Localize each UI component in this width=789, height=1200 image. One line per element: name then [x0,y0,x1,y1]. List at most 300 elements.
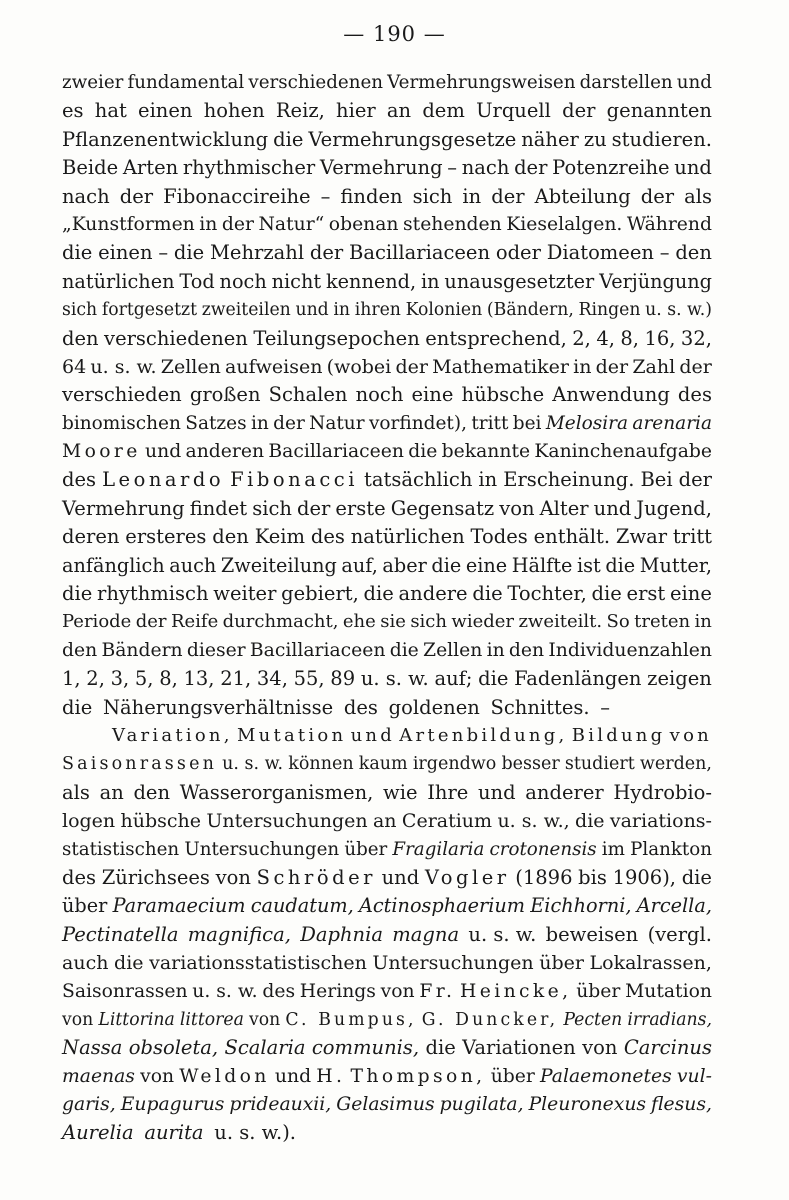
word: Arcella, [636,894,712,918]
text-line [62,466,712,494]
word: anderen [185,441,265,463]
word: des [62,468,97,492]
word: erst [626,582,666,606]
word: hübsche [461,383,545,407]
word: über [576,980,621,1002]
word: Schalen [268,383,348,407]
word: die [408,441,438,463]
word: Hydrobio- [613,780,712,804]
word: weiter [213,582,277,606]
word: verschiedenen [248,72,384,93]
word: des [677,383,712,407]
word: ist [576,553,601,577]
word: treten [634,611,691,633]
word: sich [62,300,98,321]
word: einen [138,99,193,123]
word: von [215,865,251,889]
word: der [296,496,331,520]
word: nach [461,156,510,180]
word: Vermehrung [319,156,443,180]
word: wieder [451,611,515,633]
word: an [372,810,397,833]
word: Tod [179,269,215,293]
word: Variation, [112,724,233,746]
text-line [62,183,712,211]
word: in [573,355,592,378]
word: gebiert, [281,582,359,606]
word: Satzes [185,412,247,434]
word: irradians, [627,1009,712,1030]
word: hier [336,99,376,123]
word: „Kunstformen [62,213,195,235]
word: Keim [254,525,306,549]
word: magnifica, [187,922,291,946]
word: flesus, [651,1094,712,1116]
word: Individuenzahlen [548,639,712,661]
word: (Bändern, [486,300,574,321]
word: Artenbildung, [399,724,568,746]
word: (vergl. [647,922,712,946]
word: Natur [309,412,365,434]
word: Gelasimus [336,1094,435,1116]
word: über [62,894,108,918]
word: Fibonaccireihe [163,184,311,208]
word: einen [98,241,153,265]
word: die [62,582,93,606]
word: Fibonacci [230,468,358,492]
word: Mutation [625,980,712,1002]
word: von [249,1009,281,1030]
word: C. Bumpus, [285,1009,417,1030]
word: findet [189,496,248,520]
word: der [395,355,428,378]
word: ehe [342,611,376,633]
word: auf; [434,667,473,691]
word: zweiteilt. [518,611,603,633]
word: u. s. w. [192,980,258,1002]
word: Schnittes. [490,695,590,719]
word: Periode [62,611,132,633]
word: 2, [86,667,105,691]
text-line [62,978,712,1006]
word: Actinosphaerium [358,894,526,918]
word: 2, [572,326,591,350]
word: G. Duncker, [421,1009,559,1030]
word: die [425,1036,456,1060]
word: Nassa [62,1036,123,1060]
word: wie [383,780,418,804]
word: des [62,865,97,889]
word: maenas [62,1065,135,1087]
text-line [62,1006,712,1034]
word: Kaninchenaufgabe [534,441,712,463]
word: tatsächlich [364,468,473,492]
word: Zürichsees [101,865,210,889]
text-line [62,268,712,296]
word: des [262,980,296,1002]
word: Carcinus [623,1036,712,1060]
word: So [606,611,630,633]
word: Untersuchungen [184,838,340,860]
word: – [447,156,458,180]
text-line [62,239,712,267]
word: von [62,1009,94,1030]
word: enthält. [533,525,611,549]
word: Ringen [578,300,641,321]
word: Bacillariaceen [349,241,491,265]
word: Fr. [419,980,456,1002]
word: die [363,582,394,606]
word: Mehrzahl [209,241,305,265]
word: aber [382,553,427,577]
word: arenaria [632,412,712,434]
text-line [62,410,712,438]
word: goldenen [388,695,480,719]
word: und [274,1065,312,1087]
text-line [62,750,712,778]
word: 16, [644,326,676,350]
word: – [320,184,331,208]
word: und [350,724,396,746]
word: Ihre [427,780,469,804]
word: Melosira [545,412,629,434]
word: die [431,553,462,577]
word: die [173,241,205,265]
word: der [221,213,254,235]
word: u. s. w., [497,810,570,833]
word: besser [501,754,560,775]
word: Zellen [160,355,221,378]
word: Abteilung [534,184,631,208]
word: andere [398,582,468,606]
word: Todes [470,525,528,549]
word: – [158,241,169,265]
word: Urquell [476,99,551,123]
word: an [99,780,124,804]
paragraph [62,69,712,722]
word: Pectinatella [62,922,179,946]
word: bis [578,865,607,889]
word: garis, [62,1094,116,1116]
word: studiert [564,754,635,775]
word: (wobei [326,355,392,378]
word: der [679,355,712,378]
word: hat [94,99,127,123]
word: dieser [186,639,246,661]
word: nicht [271,269,322,293]
word: Ceratium [401,810,493,833]
word: den [508,639,545,661]
word: oder [495,241,541,265]
word: obenan [328,213,399,235]
word: Pecten [563,1009,623,1030]
word: Saisonrassen [62,980,188,1002]
word: Erscheinung. [503,468,635,492]
word: Aurelia [62,1121,134,1145]
word: auch [169,553,217,577]
word: u. s. w. [468,922,537,946]
text-line [62,69,712,97]
word: noch [219,269,267,293]
word: Eupagurus [120,1094,225,1116]
word: variationsstatistischen [149,952,367,975]
word: sich [412,184,453,208]
word: verschieden [62,383,182,407]
word: Heincke, [460,980,572,1002]
word: Scalaria [224,1036,306,1060]
body-text [62,69,712,1148]
text-line [62,779,712,807]
text-line [62,1034,712,1062]
word: zweiteilen [201,300,291,321]
word: Zellen [423,639,483,661]
word: die [591,582,622,606]
word: (1896 [515,865,573,889]
word: statistischen [62,838,180,860]
word: magna [392,922,460,946]
word: die [114,952,144,975]
word: Bacillariaceen [249,639,386,661]
word: die [478,667,509,691]
word: Diatomeen [546,241,654,265]
paragraph [62,722,712,1148]
word: Palaemonetes [540,1065,672,1087]
word: und [381,865,420,889]
word: die [575,810,605,833]
word: den [133,780,171,804]
word: in [420,269,440,293]
text-line [62,97,712,125]
text-line [62,722,712,750]
word: eine [411,383,454,407]
word: nach [62,184,110,208]
word: es [62,99,84,123]
text-line [62,126,712,154]
word: bekannte [441,441,531,463]
text-line [62,608,712,636]
word: Schröder [256,865,376,889]
word: und [295,300,329,321]
word: 1906), [612,865,677,889]
word: vorfindet), [368,412,467,434]
word: sich [252,496,292,520]
word: Kieselalgen. [506,213,623,235]
word: stehenden [403,213,502,235]
word: Anwendung [552,383,670,407]
word: Fadenlängen [514,667,642,691]
word: Plankton [630,838,712,860]
word: Mathematiker [432,355,569,378]
word: Fragilaria [392,838,485,860]
text-line [62,325,712,353]
word: in [478,468,498,492]
word: und [676,72,712,93]
word: irgendwo [412,754,497,775]
word: crotonensis [489,838,597,860]
word: 5, [134,667,154,691]
word: Arten [122,156,179,180]
word: des [310,525,345,549]
word: durchmacht, [222,611,339,633]
word: in [462,184,482,208]
word: sie [380,611,406,633]
word: die [681,865,712,889]
word: in [333,300,351,321]
word: Littorina [98,1009,175,1030]
word: zweier [62,72,124,93]
word: der [119,184,154,208]
word: 21, [220,667,252,691]
word: Daphnia [300,922,383,946]
word: Zahl [632,355,676,378]
word: rhythmisch [97,582,209,606]
word: finden [340,184,403,208]
word: 55, [293,667,325,691]
word: Potenzreihe [552,156,670,180]
word: Verjüngung [599,269,712,293]
word: 64 [62,355,87,378]
word: Näherungsverhältnisse [102,695,334,719]
word: obsoleta, [128,1036,219,1060]
word: den [62,326,99,350]
word: unausgesetzter [444,269,595,293]
text-line [62,1091,712,1119]
word: über [344,838,388,860]
word: der [562,99,596,123]
text-line [62,694,712,722]
word: 1, [62,667,81,691]
word: auch [62,952,109,975]
word: aurita [144,1121,204,1145]
word: Lokalrassen, [589,952,712,975]
word: pugilata, [439,1094,524,1116]
word: u. s. w. [360,667,429,691]
word: im [601,838,625,860]
text-line [62,154,712,182]
word: Moore [62,441,141,463]
text-line [62,211,712,239]
word: Saisonrassen [62,754,217,775]
word: darstellen [579,72,673,93]
word: Mutation [236,724,347,746]
word: Bacillariaceen [268,441,404,463]
word: 4, [596,326,615,350]
word: in [250,412,269,434]
text-line [62,381,712,409]
text-line [62,580,712,608]
word: von [499,496,535,520]
word: zeigen [647,667,712,691]
word: der [678,468,712,492]
word: den [212,525,249,549]
word: als [62,780,90,804]
word: in [199,213,218,235]
word: prideauxii, [229,1094,332,1116]
word: die [273,127,304,151]
word: aufweisen [225,355,323,378]
word: Thompson, [350,1065,486,1087]
word: Tochter, [507,582,587,606]
word: Während [626,213,712,235]
word: und [674,156,712,180]
word: Kolonien [405,300,483,321]
word: der [595,355,629,378]
word: kennend, [325,269,417,293]
word: u. s. w. [222,754,284,775]
word: logen [62,810,116,833]
word: tritt [471,412,509,434]
word: Wasserorganismen, [179,780,374,804]
word: Reife [170,611,219,633]
word: eine [465,553,508,577]
word: an [386,99,412,123]
word: rhythmischer [182,156,316,180]
text-line [62,637,712,665]
page-number: — 190 — [343,22,446,46]
word: zu [583,127,607,151]
word: über [539,952,584,975]
word: communis, [311,1036,420,1060]
word: Vermehrungsweisen [387,72,576,93]
word: – [600,695,611,719]
word: von [582,1036,618,1060]
word: großen [189,383,261,407]
word: von [140,1065,175,1087]
word: der [640,184,675,208]
word: Beide [62,156,119,180]
word: Herings [299,980,376,1002]
word: Mutter, [639,553,712,577]
word: u. s. w.) [645,300,712,321]
word: fortgesetzt [101,300,198,321]
word: hohen [203,99,265,123]
word: erste [335,496,386,520]
word: und [478,780,516,804]
text-line [62,807,712,835]
word: Variationen [462,1036,576,1060]
word: anderer [525,780,604,804]
text-line [62,921,712,949]
word: die [62,695,93,719]
word: – [659,241,670,265]
word: littorea [179,1009,244,1030]
text-line [62,353,712,381]
word: ersteres [125,525,207,549]
text-line [62,949,712,977]
word: entsprechend, [425,326,567,350]
word: ihren [354,300,401,321]
word: u. s. w.). [214,1121,297,1145]
word: anfänglich [62,553,165,577]
word: Vermehrung [62,496,185,520]
word: natürlichen [350,525,465,549]
word: 8, [159,667,178,691]
word: Eichhorni, [530,894,632,918]
text-line [62,552,712,580]
word: 34, [256,667,288,691]
word: den [675,241,712,265]
word: und [145,441,182,463]
word: des [343,695,378,719]
word: Alter [539,496,589,520]
word: beweisen [545,922,639,946]
word: binomischen [62,412,181,434]
word: Paramaecium [112,894,246,918]
word: eine [670,582,712,606]
word: vul- [676,1065,712,1087]
word: hübsche [120,810,202,833]
text-line [62,438,712,466]
